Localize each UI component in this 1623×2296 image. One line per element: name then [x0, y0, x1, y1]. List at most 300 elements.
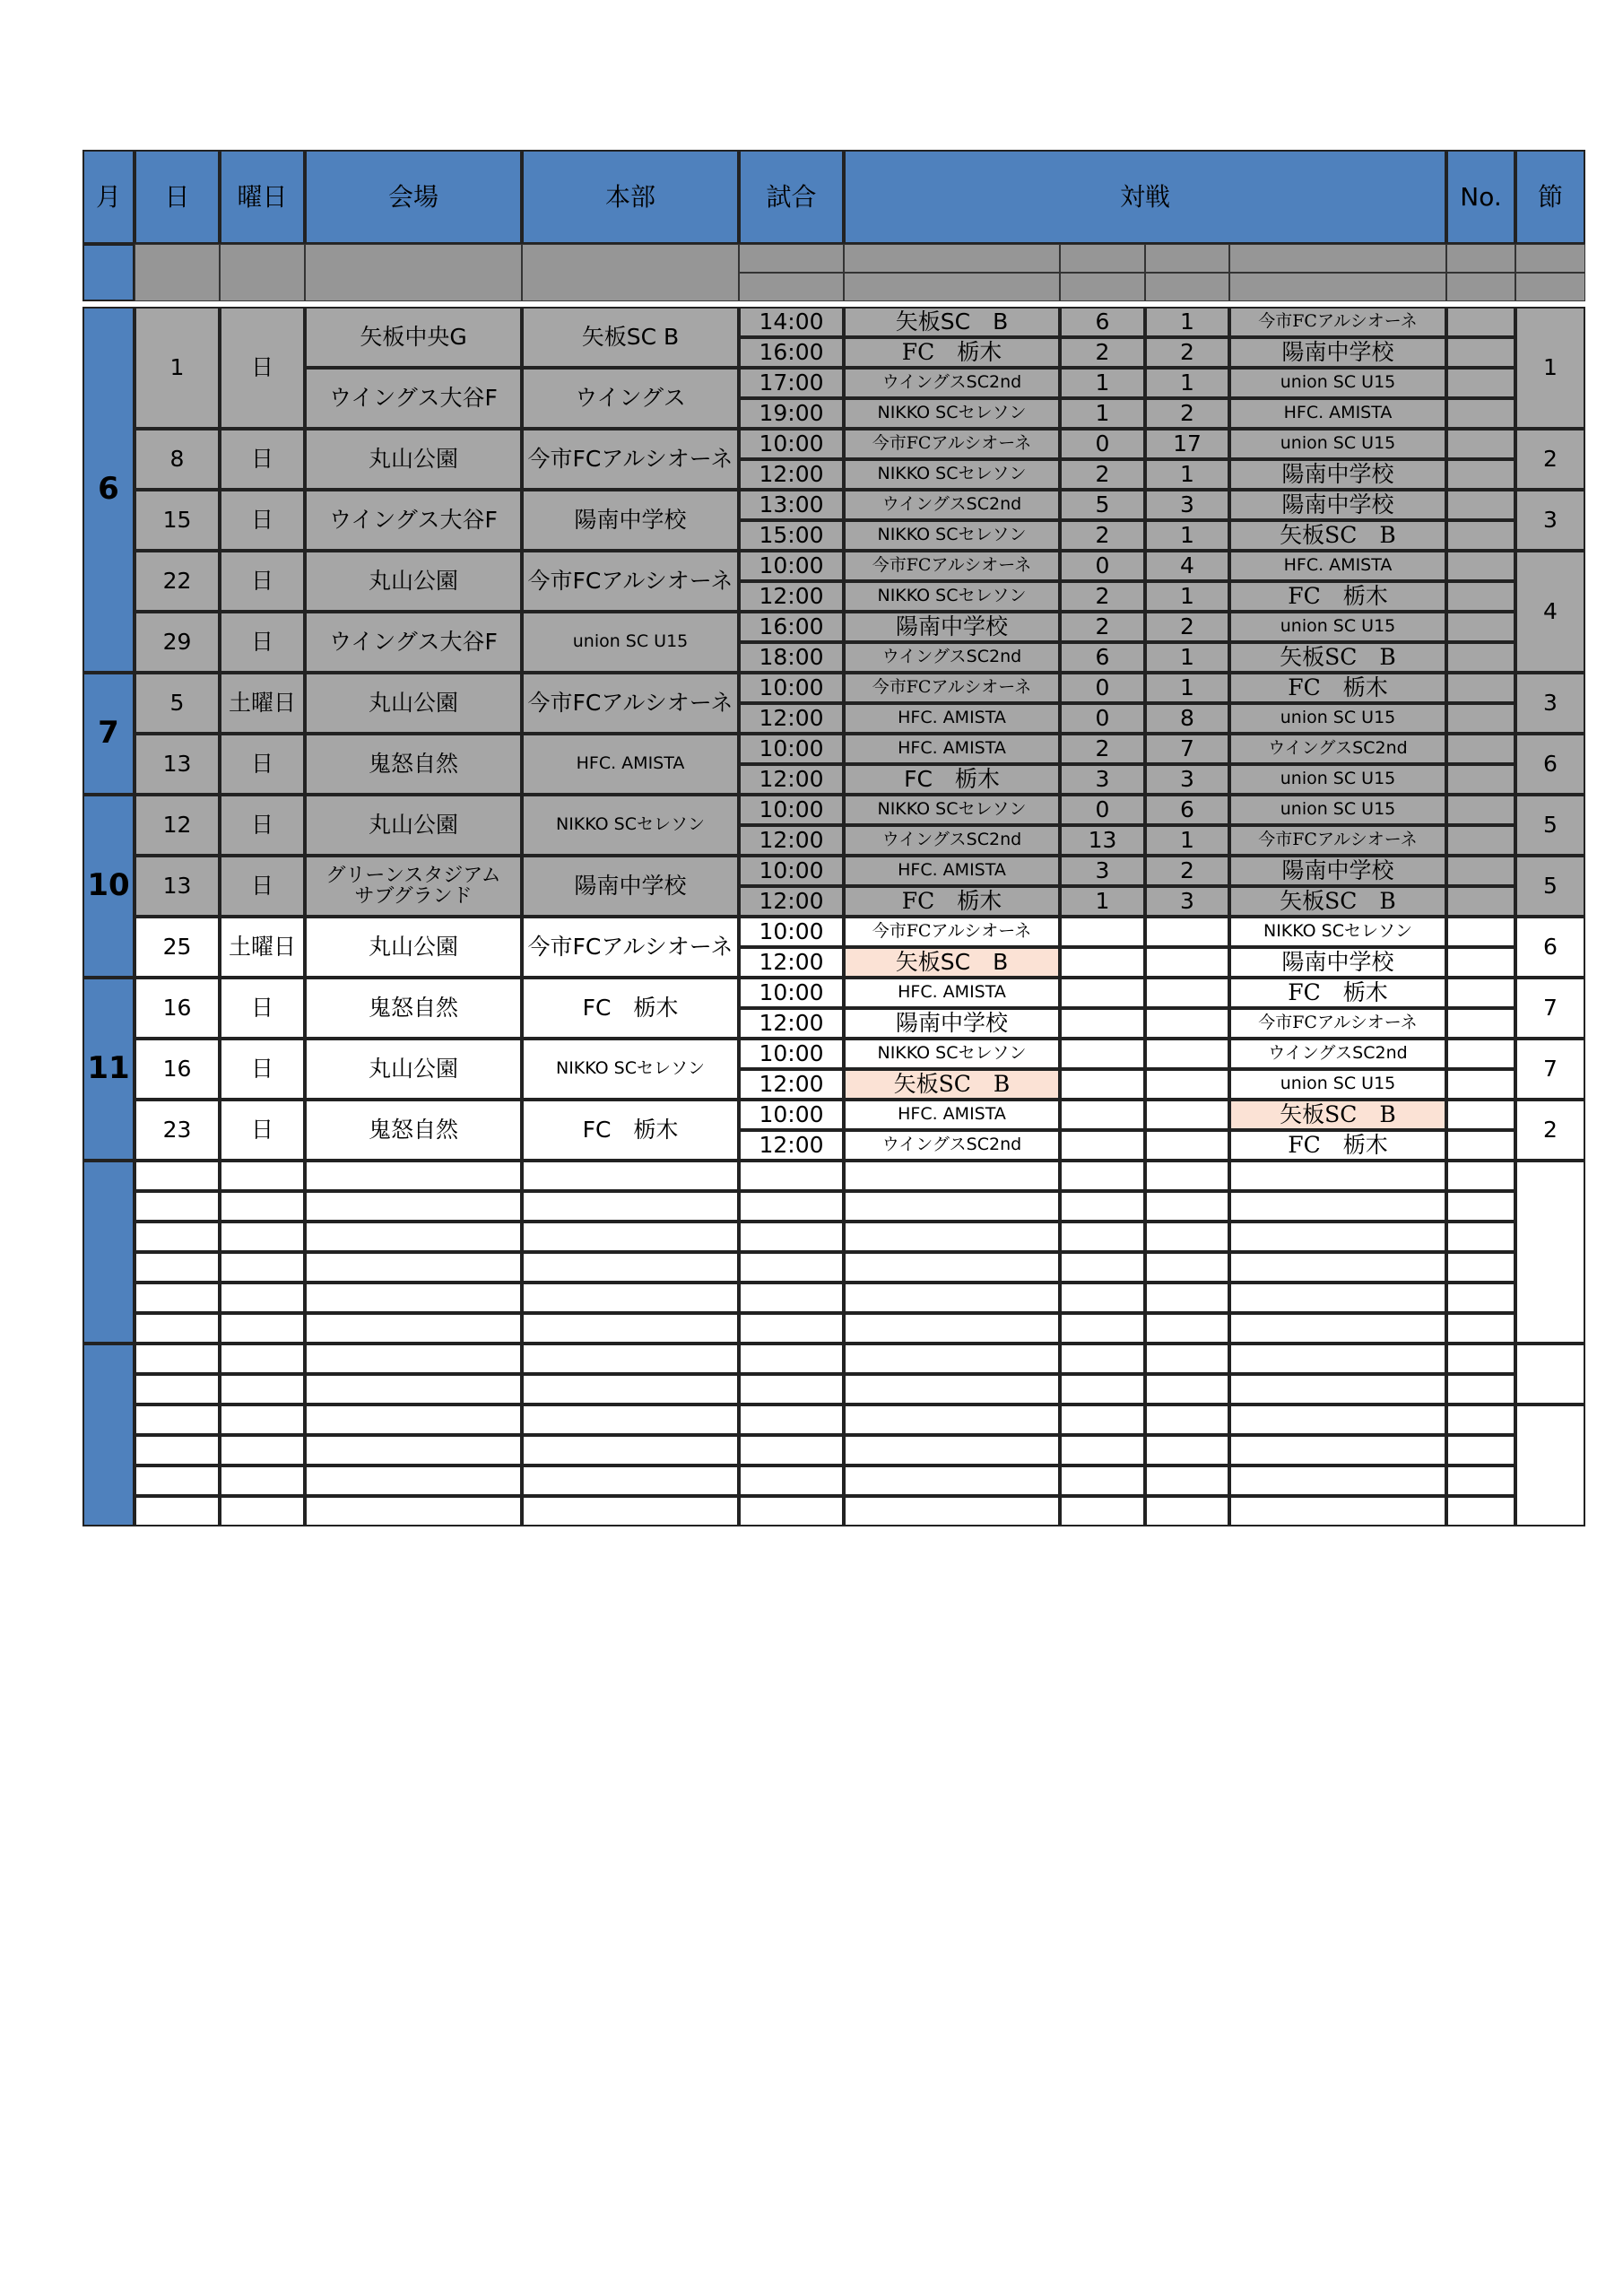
home-team: NIKKO SCセレソン — [844, 459, 1060, 490]
empty-cell — [522, 1283, 739, 1313]
away-team: 陽南中学校 — [1229, 490, 1446, 520]
empty-cell — [135, 1313, 220, 1344]
empty-cell — [844, 1191, 1060, 1222]
away-score: 1 — [1145, 307, 1229, 337]
empty-cell — [1229, 1222, 1446, 1252]
away-score: 8 — [1145, 703, 1229, 734]
hq-cell: 陽南中学校 — [522, 490, 739, 551]
empty-cell — [1446, 1191, 1515, 1222]
round-cell: 3 — [1515, 490, 1585, 551]
home-team: NIKKO SCセレソン — [844, 795, 1060, 825]
empty-cell — [1145, 1313, 1229, 1344]
empty-cell — [1446, 1252, 1515, 1283]
match-time: 16:00 — [739, 612, 844, 642]
home-team: 今市FCアルシオーネ — [844, 429, 1060, 459]
away-score: 2 — [1145, 612, 1229, 642]
away-score: 1 — [1145, 642, 1229, 673]
home-team: NIKKO SCセレソン — [844, 1039, 1060, 1069]
away-score: 7 — [1145, 734, 1229, 764]
empty-cell — [220, 1191, 305, 1222]
empty-cell — [1060, 1374, 1145, 1405]
home-score: 0 — [1060, 551, 1145, 581]
away-team: 今市FCアルシオーネ — [1229, 825, 1446, 856]
empty-cell — [1145, 1283, 1229, 1313]
round-cell: 7 — [1515, 978, 1585, 1039]
home-score: 1 — [1060, 398, 1145, 429]
home-score: 0 — [1060, 673, 1145, 703]
subheader-cell — [844, 273, 1060, 301]
empty-cell — [844, 1496, 1060, 1526]
header-match: 試合 — [739, 150, 844, 244]
empty-cell — [135, 1191, 220, 1222]
home-team: FC 栃木 — [844, 886, 1060, 917]
empty-cell — [305, 1222, 522, 1252]
home-team: ウイングスSC2nd — [844, 825, 1060, 856]
empty-cell — [220, 1222, 305, 1252]
home-score — [1060, 1130, 1145, 1161]
no-cell — [1446, 307, 1515, 337]
match-time: 12:00 — [739, 825, 844, 856]
empty-cell — [844, 1344, 1060, 1374]
home-score: 2 — [1060, 581, 1145, 612]
day-cell: 23 — [135, 1100, 220, 1161]
empty-cell — [522, 1191, 739, 1222]
away-score: 2 — [1145, 856, 1229, 886]
away-score: 2 — [1145, 337, 1229, 368]
empty-cell — [135, 1252, 220, 1283]
month-cell: 7 — [82, 673, 135, 795]
subheader-cell — [739, 273, 844, 301]
home-score: 1 — [1060, 368, 1145, 398]
empty-cell — [1229, 1496, 1446, 1526]
home-team: HFC. AMISTA — [844, 1100, 1060, 1130]
venue-cell: 丸山公園 — [305, 429, 522, 490]
away-team: FC 栃木 — [1229, 581, 1446, 612]
empty-cell — [1446, 1161, 1515, 1191]
empty-cell — [305, 1252, 522, 1283]
empty-cell — [1145, 1161, 1229, 1191]
away-score: 4 — [1145, 551, 1229, 581]
header-hq: 本部 — [522, 150, 739, 244]
weekday-cell: 日 — [220, 551, 305, 612]
day-cell: 16 — [135, 1039, 220, 1100]
header-no: No. — [1446, 150, 1515, 244]
away-team: union SC U15 — [1229, 368, 1446, 398]
away-team: union SC U15 — [1229, 612, 1446, 642]
match-time: 12:00 — [739, 1008, 844, 1039]
empty-cell — [1229, 1252, 1446, 1283]
empty-cell — [305, 1283, 522, 1313]
empty-cell — [844, 1435, 1060, 1465]
weekday-cell: 日 — [220, 307, 305, 429]
subheader-cell — [844, 244, 1060, 273]
empty-cell — [220, 1405, 305, 1435]
hq-cell: NIKKO SCセレソン — [522, 1039, 739, 1100]
home-team: HFC. AMISTA — [844, 734, 1060, 764]
no-cell — [1446, 337, 1515, 368]
empty-cell — [522, 1405, 739, 1435]
match-time: 12:00 — [739, 703, 844, 734]
away-score — [1145, 917, 1229, 947]
empty-cell — [739, 1496, 844, 1526]
home-score: 2 — [1060, 734, 1145, 764]
empty-cell — [1060, 1283, 1145, 1313]
empty-cell — [1446, 1313, 1515, 1344]
empty-cell — [739, 1465, 844, 1496]
match-time: 14:00 — [739, 307, 844, 337]
empty-cell — [739, 1313, 844, 1344]
day-cell: 29 — [135, 612, 220, 673]
hq-cell: NIKKO SCセレソン — [522, 795, 739, 856]
header-venue: 会場 — [305, 150, 522, 244]
empty-cell — [844, 1161, 1060, 1191]
match-time: 10:00 — [739, 978, 844, 1008]
empty-cell — [739, 1405, 844, 1435]
empty-cell — [844, 1465, 1060, 1496]
empty-cell — [1229, 1191, 1446, 1222]
day-cell: 25 — [135, 917, 220, 978]
venue-cell: 矢板中央G — [305, 307, 522, 368]
month-cell: 11 — [82, 978, 135, 1161]
away-score: 1 — [1145, 825, 1229, 856]
match-time: 12:00 — [739, 1069, 844, 1100]
empty-cell — [1446, 1344, 1515, 1374]
home-score: 2 — [1060, 337, 1145, 368]
away-team: 矢板SC B — [1229, 642, 1446, 673]
empty-cell — [220, 1496, 305, 1526]
round-cell: 6 — [1515, 917, 1585, 978]
match-time: 12:00 — [739, 581, 844, 612]
home-score: 6 — [1060, 307, 1145, 337]
hq-cell: HFC. AMISTA — [522, 734, 739, 795]
empty-cell — [739, 1344, 844, 1374]
empty-cell — [220, 1344, 305, 1374]
home-team: 矢板SC B — [844, 307, 1060, 337]
empty-cell — [844, 1313, 1060, 1344]
no-cell — [1446, 1069, 1515, 1100]
empty-cell — [305, 1313, 522, 1344]
away-score: 6 — [1145, 795, 1229, 825]
empty-cell — [522, 1313, 739, 1344]
no-cell — [1446, 734, 1515, 764]
away-team: 矢板SC B — [1229, 886, 1446, 917]
empty-cell — [220, 1283, 305, 1313]
no-cell — [1446, 795, 1515, 825]
empty-cell — [1446, 1405, 1515, 1435]
no-cell — [1446, 368, 1515, 398]
empty-cell — [1229, 1161, 1446, 1191]
weekday-cell: 日 — [220, 978, 305, 1039]
empty-cell — [1060, 1465, 1145, 1496]
empty-cell — [305, 1374, 522, 1405]
weekday-cell: 日 — [220, 1100, 305, 1161]
no-cell — [1446, 429, 1515, 459]
away-score: 3 — [1145, 764, 1229, 795]
subheader-cell — [739, 244, 844, 273]
no-cell — [1446, 673, 1515, 703]
month-cell: 6 — [82, 307, 135, 673]
no-cell — [1446, 642, 1515, 673]
home-score: 0 — [1060, 429, 1145, 459]
away-score: 1 — [1145, 459, 1229, 490]
empty-cell — [220, 1252, 305, 1283]
weekday-cell: 日 — [220, 612, 305, 673]
round-cell: 5 — [1515, 856, 1585, 917]
empty-cell — [1060, 1252, 1145, 1283]
match-time: 10:00 — [739, 673, 844, 703]
empty-cell — [739, 1374, 844, 1405]
empty-cell — [522, 1222, 739, 1252]
empty-cell — [844, 1405, 1060, 1435]
no-cell — [1446, 978, 1515, 1008]
empty-cell — [305, 1405, 522, 1435]
no-cell — [1446, 1130, 1515, 1161]
subheader-cell — [1446, 244, 1515, 273]
day-cell: 15 — [135, 490, 220, 551]
empty-cell — [1446, 1374, 1515, 1405]
round-cell: 2 — [1515, 1100, 1585, 1161]
home-score: 5 — [1060, 490, 1145, 520]
month-cell — [82, 1344, 135, 1526]
hq-cell: 今市FCアルシオーネ — [522, 551, 739, 612]
home-team: 今市FCアルシオーネ — [844, 551, 1060, 581]
home-score: 3 — [1060, 764, 1145, 795]
home-score — [1060, 978, 1145, 1008]
empty-cell — [1515, 1405, 1585, 1526]
no-cell — [1446, 520, 1515, 551]
no-cell — [1446, 764, 1515, 795]
venue-cell: 丸山公園 — [305, 795, 522, 856]
home-team: FC 栃木 — [844, 764, 1060, 795]
empty-cell — [844, 1283, 1060, 1313]
home-team: 今市FCアルシオーネ — [844, 673, 1060, 703]
weekday-cell: 日 — [220, 1039, 305, 1100]
home-score: 6 — [1060, 642, 1145, 673]
empty-cell — [135, 1283, 220, 1313]
hq-cell: FC 栃木 — [522, 978, 739, 1039]
home-team: FC 栃木 — [844, 337, 1060, 368]
empty-cell — [135, 1465, 220, 1496]
home-score: 1 — [1060, 886, 1145, 917]
away-team: HFC. AMISTA — [1229, 398, 1446, 429]
empty-cell — [522, 1374, 739, 1405]
away-team: 陽南中学校 — [1229, 337, 1446, 368]
round-cell: 7 — [1515, 1039, 1585, 1100]
away-team: HFC. AMISTA — [1229, 551, 1446, 581]
no-cell — [1446, 1008, 1515, 1039]
empty-cell — [844, 1252, 1060, 1283]
empty-cell — [739, 1191, 844, 1222]
subheader-cell — [1229, 244, 1446, 273]
hq-cell: union SC U15 — [522, 612, 739, 673]
away-score: 3 — [1145, 886, 1229, 917]
venue-cell: 鬼怒自然 — [305, 1100, 522, 1161]
weekday-cell: 土曜日 — [220, 673, 305, 734]
away-team: union SC U15 — [1229, 703, 1446, 734]
home-team: ウイングスSC2nd — [844, 1130, 1060, 1161]
subheader-cell — [1446, 273, 1515, 301]
empty-cell — [1229, 1465, 1446, 1496]
no-cell — [1446, 825, 1515, 856]
away-team: 陽南中学校 — [1229, 459, 1446, 490]
home-score — [1060, 917, 1145, 947]
home-team: NIKKO SCセレソン — [844, 520, 1060, 551]
match-time: 12:00 — [739, 764, 844, 795]
away-score: 17 — [1145, 429, 1229, 459]
empty-cell — [739, 1252, 844, 1283]
empty-cell — [739, 1283, 844, 1313]
weekday-cell: 日 — [220, 490, 305, 551]
no-cell — [1446, 1039, 1515, 1069]
empty-cell — [135, 1405, 220, 1435]
empty-cell — [220, 1374, 305, 1405]
venue-cell: ウイングス大谷F — [305, 612, 522, 673]
away-score — [1145, 1130, 1229, 1161]
month-cell: 10 — [82, 795, 135, 978]
day-cell: 22 — [135, 551, 220, 612]
empty-cell — [305, 1435, 522, 1465]
empty-cell — [1060, 1435, 1145, 1465]
weekday-cell: 日 — [220, 856, 305, 917]
match-time: 10:00 — [739, 1100, 844, 1130]
no-cell — [1446, 581, 1515, 612]
empty-cell — [844, 1222, 1060, 1252]
empty-cell — [1229, 1435, 1446, 1465]
empty-cell — [1060, 1496, 1145, 1526]
away-team: 陽南中学校 — [1229, 856, 1446, 886]
home-score — [1060, 947, 1145, 978]
home-score: 3 — [1060, 856, 1145, 886]
day-cell: 12 — [135, 795, 220, 856]
no-cell — [1446, 551, 1515, 581]
empty-cell — [1515, 1344, 1585, 1405]
venue-cell: 丸山公園 — [305, 673, 522, 734]
match-time: 12:00 — [739, 886, 844, 917]
away-score: 1 — [1145, 368, 1229, 398]
home-score — [1060, 1008, 1145, 1039]
round-cell: 3 — [1515, 673, 1585, 734]
match-time: 10:00 — [739, 429, 844, 459]
home-team: 今市FCアルシオーネ — [844, 917, 1060, 947]
away-team: 陽南中学校 — [1229, 947, 1446, 978]
header-fixture: 対戦 — [844, 150, 1446, 244]
venue-cell: グリーンスタジアム サブグランド — [305, 856, 522, 917]
no-cell — [1446, 703, 1515, 734]
hq-cell: 今市FCアルシオーネ — [522, 917, 739, 978]
home-team: 矢板SC B — [844, 1069, 1060, 1100]
empty-cell — [1446, 1465, 1515, 1496]
venue-cell: 鬼怒自然 — [305, 978, 522, 1039]
hq-cell: 今市FCアルシオーネ — [522, 673, 739, 734]
home-score: 2 — [1060, 612, 1145, 642]
empty-cell — [1446, 1496, 1515, 1526]
round-cell: 4 — [1515, 551, 1585, 673]
empty-cell — [1145, 1496, 1229, 1526]
subheader-cell — [220, 244, 305, 301]
empty-cell — [522, 1465, 739, 1496]
hq-cell: 今市FCアルシオーネ — [522, 429, 739, 490]
header-weekday: 曜日 — [220, 150, 305, 244]
away-score — [1145, 1039, 1229, 1069]
empty-cell — [135, 1222, 220, 1252]
empty-cell — [135, 1344, 220, 1374]
subheader-cell — [1145, 244, 1229, 273]
away-score — [1145, 1069, 1229, 1100]
round-cell: 1 — [1515, 307, 1585, 429]
venue-cell: 丸山公園 — [305, 917, 522, 978]
home-score: 2 — [1060, 459, 1145, 490]
away-score: 2 — [1145, 398, 1229, 429]
hq-cell: 陽南中学校 — [522, 856, 739, 917]
subheader-cell — [1515, 244, 1585, 273]
day-cell: 8 — [135, 429, 220, 490]
empty-cell — [1229, 1344, 1446, 1374]
day-cell: 1 — [135, 307, 220, 429]
empty-cell — [1060, 1161, 1145, 1191]
home-score: 2 — [1060, 520, 1145, 551]
empty-cell — [1145, 1435, 1229, 1465]
empty-cell — [1145, 1222, 1229, 1252]
round-cell: 6 — [1515, 734, 1585, 795]
empty-cell — [522, 1435, 739, 1465]
empty-cell — [1145, 1191, 1229, 1222]
empty-cell — [1060, 1313, 1145, 1344]
day-cell: 16 — [135, 978, 220, 1039]
empty-cell — [1060, 1191, 1145, 1222]
match-time: 13:00 — [739, 490, 844, 520]
away-score: 3 — [1145, 490, 1229, 520]
empty-cell — [1145, 1465, 1229, 1496]
away-score — [1145, 978, 1229, 1008]
match-time: 10:00 — [739, 795, 844, 825]
home-team: 陽南中学校 — [844, 1008, 1060, 1039]
empty-cell — [305, 1161, 522, 1191]
home-score — [1060, 1069, 1145, 1100]
empty-cell — [220, 1161, 305, 1191]
venue-cell: ウイングス大谷F — [305, 490, 522, 551]
empty-cell — [844, 1374, 1060, 1405]
header-month: 月 — [82, 150, 135, 244]
match-time: 18:00 — [739, 642, 844, 673]
subheader-month — [82, 244, 135, 301]
empty-cell — [1229, 1405, 1446, 1435]
subheader-cell — [135, 244, 220, 301]
hq-cell: ウイングス — [522, 368, 739, 429]
away-score: 1 — [1145, 520, 1229, 551]
subheader-cell — [1515, 273, 1585, 301]
away-team: FC 栃木 — [1229, 1130, 1446, 1161]
empty-cell — [220, 1465, 305, 1496]
empty-cell — [522, 1252, 739, 1283]
empty-cell — [522, 1344, 739, 1374]
empty-cell — [135, 1161, 220, 1191]
empty-cell — [1060, 1344, 1145, 1374]
weekday-cell: 日 — [220, 795, 305, 856]
home-score: 0 — [1060, 703, 1145, 734]
subheader-cell — [522, 244, 739, 301]
venue-cell: 鬼怒自然 — [305, 734, 522, 795]
empty-cell — [522, 1496, 739, 1526]
match-time: 16:00 — [739, 337, 844, 368]
no-cell — [1446, 856, 1515, 886]
subheader-cell — [1060, 244, 1145, 273]
home-team: ウイングスSC2nd — [844, 642, 1060, 673]
home-team: NIKKO SCセレソン — [844, 398, 1060, 429]
empty-cell — [1446, 1435, 1515, 1465]
no-cell — [1446, 459, 1515, 490]
empty-cell — [739, 1222, 844, 1252]
away-team: union SC U15 — [1229, 764, 1446, 795]
